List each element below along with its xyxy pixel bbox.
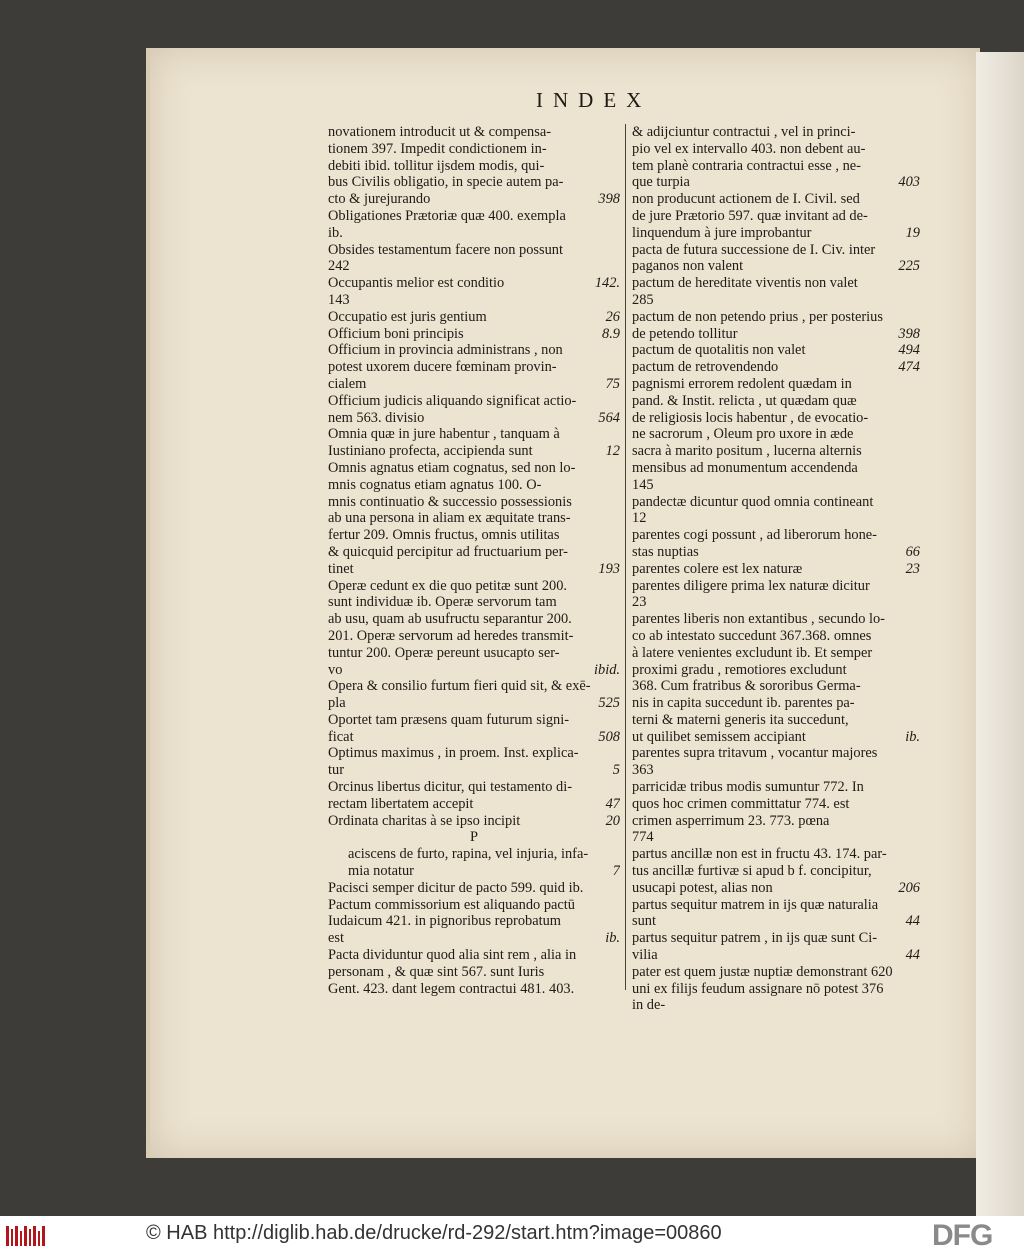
index-line — [328, 829, 620, 846]
index-entry-text: non producunt actionem de I. Civil. sed — [632, 191, 860, 208]
index-entry-text: pater est quem justæ nuptiæ demonstrant 620 — [632, 963, 893, 980]
index-line — [632, 930, 920, 947]
index-entry-text: Iustiniano profecta, accipienda sunt — [328, 443, 533, 460]
index-line — [632, 242, 920, 259]
index-entry-text: pactum de retrovendendo — [632, 359, 779, 376]
index-line — [632, 578, 920, 595]
index-entry-text: novationem introducit ut & compensa- — [328, 124, 552, 140]
index-entry-text: pagnismi errorem redolent quædam in — [632, 375, 852, 392]
index-page-number: 47 — [605, 795, 620, 812]
index-entry-text: Occupatio est juris gentium — [328, 308, 487, 325]
running-head: INDEX — [536, 88, 652, 112]
index-entry-text: pactum de hereditate viventis non valet — [632, 275, 858, 292]
index-entry-text: Omnia quæ in jure habentur , tanquam à — [328, 426, 560, 443]
index-entry-text: proximi gradu , remotiores excludunt — [632, 661, 847, 678]
index-entry-text: fertur 209. Omnis fructus, omnis utilitas — [328, 527, 560, 544]
index-entry-text: 23 — [632, 594, 647, 611]
index-line — [632, 191, 920, 208]
index-line — [632, 309, 920, 326]
index-line — [632, 477, 920, 494]
index-entry-text: est — [328, 930, 344, 947]
index-line — [328, 913, 620, 930]
index-line — [328, 712, 620, 729]
index-entry-text: Officium judicis aliquando significat actio- — [328, 392, 577, 409]
index-entry-text: 774 — [632, 829, 654, 846]
index-entry-text: partus sequitur patrem , in ijs quæ sunt Ci- — [632, 930, 878, 947]
index-line — [632, 158, 920, 175]
index-line — [328, 242, 620, 259]
index-line — [328, 208, 620, 225]
index-entry-text: pand. & Instit. relicta , ut quædam quæ — [632, 392, 857, 409]
index-entry-text: cto & jurejurando — [328, 191, 431, 208]
index-entry-text: Ordinata charitas à se ipso incipit — [328, 812, 521, 829]
index-line — [328, 964, 620, 981]
index-entry-text: terni & materni generis ita succedunt, — [632, 711, 849, 728]
index-line — [328, 309, 620, 326]
index-entry-text: mia notatur — [348, 863, 414, 880]
index-entry-text: mnis continuatio & successio possessionis — [328, 493, 572, 510]
index-entry-text: tinet — [328, 560, 354, 577]
index-entry-text: pandectæ dicuntur quod omnia contineant — [632, 493, 874, 510]
index-entry-text: sunt — [632, 913, 656, 930]
index-entry-text: pacta de futura successione de I. Civ. inter — [632, 241, 876, 258]
index-line — [328, 510, 620, 527]
index-entry-text: pactum de non petendo prius , per posterius — [632, 308, 883, 325]
index-entry-text: Omnis agnatus etiam cognatus, sed non lo- — [328, 459, 576, 476]
index-entry-text: bus Civilis obligatio, in specie autem pa- — [328, 174, 564, 191]
index-entry-text: ut quilibet semissem accipiant — [632, 728, 806, 745]
index-line — [328, 410, 620, 427]
copyright-link[interactable]: © HAB http://diglib.hab.de/drucke/rd-292/start.htm?image=00860 — [146, 1222, 722, 1244]
index-line — [328, 275, 620, 292]
index-page-number: 44 — [905, 947, 920, 964]
index-page-number: 19 — [905, 224, 920, 241]
index-entry-text: uni ex filijs feudum assignare nō potest 376 — [632, 980, 884, 997]
index-entry-text: de religiosis locis habentur , de evocatio- — [632, 409, 869, 426]
index-entry-text: pio vel ex intervallo 403. non debent au- — [632, 140, 866, 157]
index-line — [328, 930, 620, 947]
index-line — [328, 729, 620, 746]
index-line — [632, 745, 920, 762]
index-page-number: 26 — [605, 308, 620, 325]
index-entry-text: cialem — [328, 375, 367, 392]
index-entry-text: tur — [328, 762, 344, 779]
index-line — [328, 477, 620, 494]
index-entry-text: & quicquid percipitur ad fructuarium per- — [328, 543, 568, 560]
index-line — [632, 510, 920, 527]
index-entry-text: 201. Operæ servorum ad heredes transmit- — [328, 627, 574, 644]
index-line — [328, 897, 620, 914]
index-line — [632, 997, 920, 1014]
index-entry-text: co ab intestato succedunt 367.368. omnes — [632, 627, 872, 644]
index-line — [632, 880, 920, 897]
index-line — [632, 829, 920, 846]
index-page-number: 142. — [594, 275, 620, 292]
index-line — [632, 141, 920, 158]
index-entry-text: quos hoc crimen committatur 774. est — [632, 795, 850, 812]
index-line — [632, 863, 920, 880]
index-line — [632, 645, 920, 662]
index-line — [632, 678, 920, 695]
index-entry-text: tus ancillæ furtivæ si apud b f. concipitur, — [632, 863, 872, 880]
index-entry-text: tuntur 200. Operæ pereunt usucapto ser- — [328, 644, 560, 661]
index-entry-text: Pactum commissorium est aliquando pactū — [328, 896, 575, 913]
index-line — [328, 561, 620, 578]
index-page-number: 525 — [598, 695, 620, 712]
index-entry-text: Gent. 423. dant legem contractui 481. 403. — [328, 980, 575, 997]
index-line — [328, 678, 620, 695]
index-line — [328, 645, 620, 662]
index-line — [632, 527, 920, 544]
index-line — [632, 762, 920, 779]
index-entry-text: Officium in provincia administrans , non — [328, 342, 563, 359]
index-line — [632, 292, 920, 309]
index-line — [632, 796, 920, 813]
index-line — [632, 712, 920, 729]
index-page-number: 75 — [605, 375, 620, 392]
index-line — [632, 460, 920, 477]
index-line — [328, 326, 620, 343]
index-line — [632, 695, 920, 712]
index-entry-text: de jure Prætorio 597. quæ invitant ad de- — [632, 207, 868, 224]
index-line — [328, 594, 620, 611]
index-column-left — [328, 124, 620, 997]
index-entry-text: sacra à marito positum , lucerna alternis — [632, 443, 862, 460]
index-page-number: 494 — [898, 342, 920, 359]
index-line — [632, 897, 920, 914]
index-line — [328, 695, 620, 712]
index-entry-text: personam , & quæ sint 567. sunt Iuris — [328, 963, 545, 980]
index-line — [328, 880, 620, 897]
index-page-number: 12 — [605, 443, 620, 460]
index-entry-text: 143 — [328, 291, 350, 308]
index-line — [328, 124, 620, 141]
index-line — [632, 208, 920, 225]
index-entry-text: ficat — [328, 728, 354, 745]
index-page-number: 398 — [898, 325, 920, 342]
index-entry-text: mnis cognatus etiam agnatus 100. O- — [328, 476, 542, 493]
index-entry-text: 368. Cum fratribus & sororibus Germa- — [632, 678, 861, 695]
index-line — [632, 813, 920, 830]
index-line — [328, 494, 620, 511]
index-page-number: 23 — [905, 560, 920, 577]
dfg-logo[interactable]: DFG — [932, 1219, 993, 1252]
index-entry-text: tem planè contraria contractui esse , ne- — [632, 157, 861, 174]
index-entry-text: ab usu, quam ab usufructu separantur 200. — [328, 611, 572, 628]
index-entry-text: nem 563. divisio — [328, 409, 425, 426]
index-page-number: 20 — [605, 812, 620, 829]
index-line — [632, 426, 920, 443]
index-line — [328, 376, 620, 393]
index-entry-text: pla — [328, 695, 346, 712]
index-entry-text: Operæ cedunt ex die quo petitæ sunt 200. — [328, 577, 568, 594]
index-line — [632, 561, 920, 578]
index-line — [328, 191, 620, 208]
index-entry-text: Obsides testamentum facere non possunt — [328, 241, 563, 258]
index-page-number: 398 — [598, 191, 620, 208]
index-line — [632, 275, 920, 292]
index-line — [632, 174, 920, 191]
index-entry-text: de petendo tollitur — [632, 325, 738, 342]
index-page-number: 403 — [898, 174, 920, 191]
index-column-right — [632, 124, 920, 1014]
index-page-number: 508 — [598, 728, 620, 745]
index-line — [328, 174, 620, 191]
index-entry-text: Opera & consilio furtum fieri quid sit, & exē- — [328, 678, 591, 695]
index-line — [632, 225, 920, 242]
index-line — [328, 426, 620, 443]
index-entry-text: ne sacrorum , Oleum pro uxore in æde — [632, 426, 854, 443]
index-line — [328, 359, 620, 376]
index-line — [328, 578, 620, 595]
index-page-number: ib. — [905, 728, 920, 745]
index-line — [632, 376, 920, 393]
index-page-number: 193 — [598, 560, 620, 577]
index-line — [328, 762, 620, 779]
index-line — [632, 544, 920, 561]
column-divider — [625, 124, 626, 990]
index-line — [328, 846, 620, 863]
index-line — [328, 460, 620, 477]
index-entry-text: stas nuptias — [632, 543, 699, 560]
index-entry-text: ab una persona in aliam ex æquitate trans- — [328, 510, 571, 527]
index-entry-text: parentes supra tritavum , vocantur majores — [632, 745, 878, 762]
index-line — [328, 141, 620, 158]
index-line — [632, 964, 920, 981]
index-page-number: 8.9 — [602, 325, 620, 342]
index-line — [328, 393, 620, 410]
index-entry-text: 285 — [632, 291, 654, 308]
index-page-number: 564 — [598, 409, 620, 426]
index-page-number: ib. — [605, 930, 620, 947]
index-line — [328, 981, 620, 998]
index-entry-text: Orcinus libertus dicitur, qui testamento di- — [328, 779, 573, 796]
index-line — [632, 947, 920, 964]
index-entry-text: crimen asperrimum 23. 773. pœna — [632, 812, 830, 829]
index-entry-text: partus ancillæ non est in fructu 43. 174. par- — [632, 846, 887, 863]
index-entry-text: in de- — [632, 997, 666, 1014]
index-line — [328, 158, 620, 175]
index-line — [632, 611, 920, 628]
index-line — [632, 410, 920, 427]
index-line — [632, 393, 920, 410]
index-line — [328, 258, 620, 275]
index-line — [632, 258, 920, 275]
index-line — [632, 846, 920, 863]
index-entry-text: vilia — [632, 947, 658, 964]
index-line — [632, 124, 920, 141]
index-entry-text: aciscens de furto, rapina, vel injuria, infa- — [348, 846, 589, 863]
index-line — [328, 292, 620, 309]
index-entry-text: nis in capita succedunt ib. parentes pa- — [632, 695, 855, 712]
index-page-number: ibid. — [594, 661, 620, 678]
index-entry-text: usucapi potest, alias non — [632, 879, 773, 896]
index-entry-text: linquendum à jure improbantur — [632, 224, 812, 241]
index-entry-text: pactum de quotalitis non valet — [632, 342, 806, 359]
index-line — [632, 729, 920, 746]
index-entry-text: P — [469, 829, 478, 846]
index-entry-text: Oportet tam præsens quam futurum signi- — [328, 711, 570, 728]
index-line — [328, 947, 620, 964]
hab-logo-icon[interactable] — [4, 1223, 46, 1249]
index-line — [632, 628, 920, 645]
index-entry-text: Officium boni principis — [328, 325, 464, 342]
index-entry-text: Pacta dividuntur quod alia sint rem , alia in — [328, 947, 577, 964]
index-entry-text: 363 — [632, 762, 654, 779]
index-entry-text: tionem 397. Impedit condictionem in- — [328, 140, 547, 157]
index-entry-text: à latere venientes excludunt ib. Et semper — [632, 644, 873, 661]
index-line — [328, 863, 620, 880]
index-entry-text: parentes colere est lex naturæ — [632, 560, 803, 577]
index-entry-text: parentes diligere prima lex naturæ dicitur — [632, 577, 870, 594]
index-page-number: 66 — [905, 543, 920, 560]
index-entry-text: Iudaicum 421. in pignoribus reprobatum — [328, 913, 562, 930]
index-entry-text: mensibus ad monumentum accendenda — [632, 459, 858, 476]
index-entry-text: rectam libertatem accepit — [328, 795, 474, 812]
index-page-number: 474 — [898, 359, 920, 376]
index-entry-text: Occupantis melior est conditio — [328, 275, 505, 292]
index-entry-text: parentes liberis non extantibus , secundo lo- — [632, 611, 885, 628]
index-line — [632, 443, 920, 460]
index-entry-text: 145 — [632, 476, 654, 493]
index-line — [328, 662, 620, 679]
index-entry-text: parricidæ tribus modis sumuntur 772. In — [632, 779, 864, 796]
index-line — [328, 527, 620, 544]
index-line — [632, 662, 920, 679]
index-line — [632, 326, 920, 343]
index-entry-text: partus sequitur matrem in ijs quæ naturalia — [632, 896, 879, 913]
index-line — [632, 342, 920, 359]
index-entry-text: 12 — [632, 510, 647, 527]
index-line — [328, 796, 620, 813]
index-line — [632, 359, 920, 376]
index-page-number: 225 — [898, 258, 920, 275]
index-entry-text: sunt individuæ ib. Operæ servorum tam — [328, 594, 557, 611]
index-line — [328, 813, 620, 830]
index-page-number: 206 — [898, 879, 920, 896]
footer-bar — [0, 1216, 1024, 1255]
index-line — [328, 779, 620, 796]
index-page-number: 5 — [612, 762, 620, 779]
index-entry-text: Obligationes Prætoriæ quæ 400. exempla — [328, 207, 566, 224]
index-entry-text: potest uxorem ducere fœminam provin- — [328, 359, 557, 376]
index-line — [632, 913, 920, 930]
index-line — [328, 611, 620, 628]
index-entry-text: 242 — [328, 258, 350, 275]
index-line — [632, 594, 920, 611]
index-entry-text: Optimus maximus , in proem. Inst. explica- — [328, 745, 579, 762]
index-entry-text: paganos non valent — [632, 258, 744, 275]
index-entry-text: ib. — [328, 224, 343, 241]
index-entry-text: parentes cogi possunt , ad liberorum hone- — [632, 527, 877, 544]
index-line — [328, 745, 620, 762]
index-line — [632, 494, 920, 511]
index-entry-text: debiti ibid. tollitur ijsdem modis, qui- — [328, 157, 545, 174]
index-entry-text: vo — [328, 661, 343, 678]
index-line — [328, 544, 620, 561]
index-line — [632, 981, 920, 998]
index-line — [328, 342, 620, 359]
index-entry-text: que turpia — [632, 174, 690, 191]
index-entry-text: & adijciuntur contractui , vel in princi- — [632, 124, 856, 140]
index-entry-text: Pacisci semper dicitur de pacto 599. quid ib. — [328, 879, 584, 896]
index-line — [328, 443, 620, 460]
index-line — [632, 779, 920, 796]
index-line — [328, 628, 620, 645]
index-line — [328, 225, 620, 242]
index-page-number: 44 — [905, 913, 920, 930]
facing-page-edge — [976, 52, 1024, 1216]
index-page-number: 7 — [612, 863, 620, 880]
